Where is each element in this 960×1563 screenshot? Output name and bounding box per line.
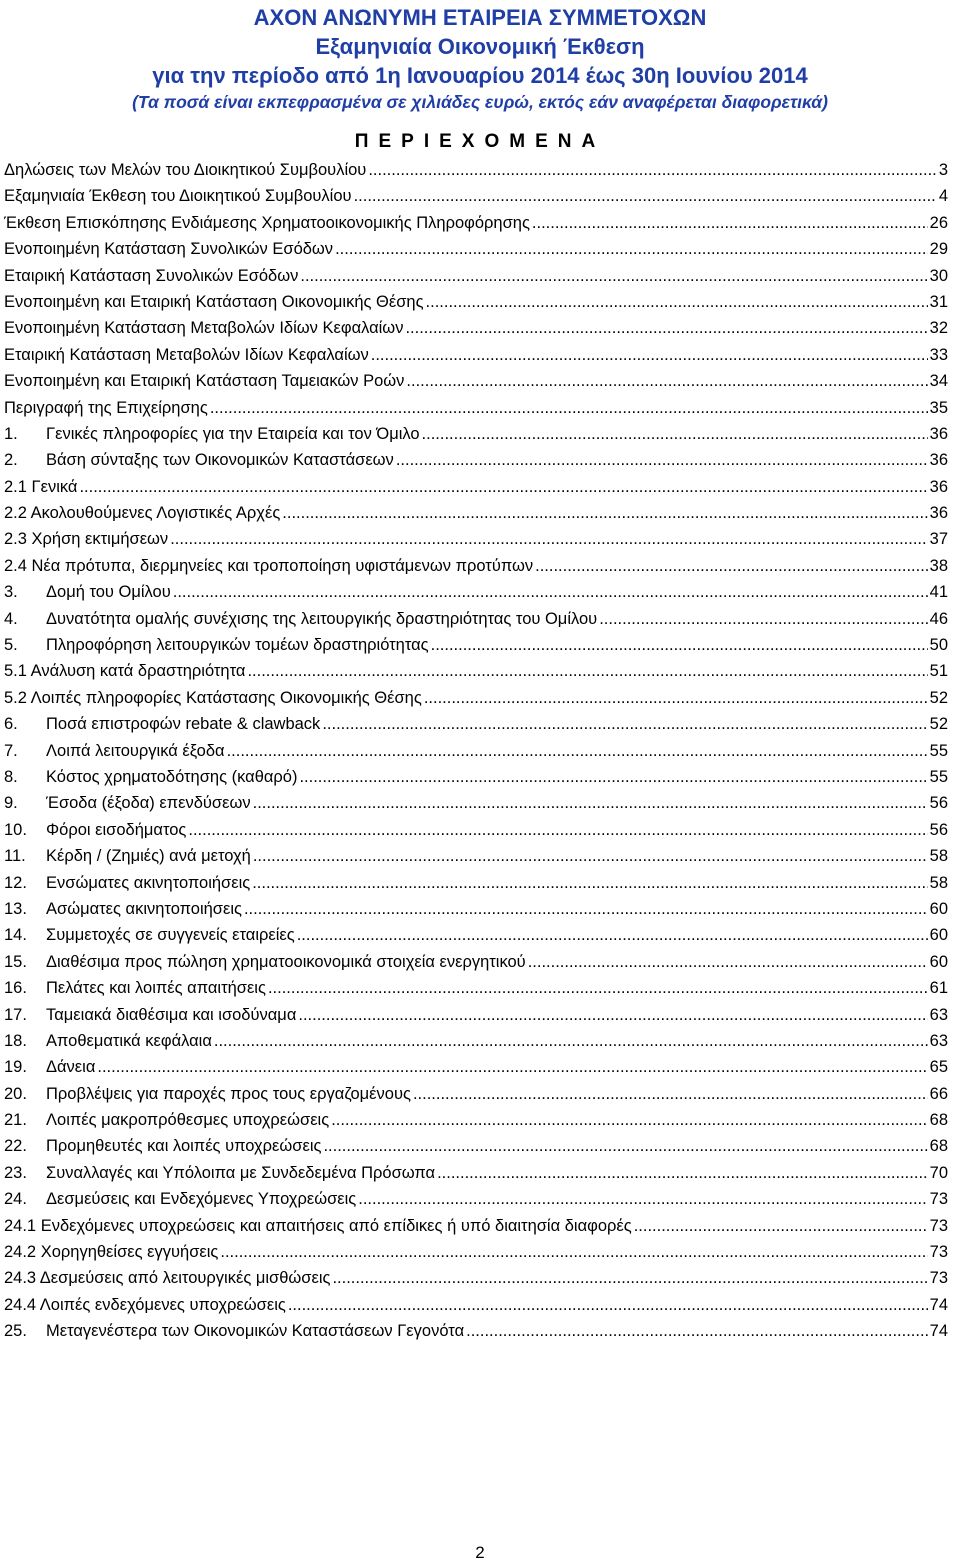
- toc-entry[interactable]: [4, 870, 948, 896]
- toc-entry[interactable]: [4, 843, 948, 869]
- toc-dot-leader: [214, 1028, 928, 1054]
- toc-dot-leader: [300, 263, 927, 289]
- toc-entry-title: 24.1 Ενδεχόμενες υποχρεώσεις και απαιτήσεις από επίδικες ή υπό διαιτησία διαφορές: [4, 1216, 632, 1235]
- toc-entry[interactable]: [4, 342, 948, 368]
- table-of-contents: [4, 157, 948, 1345]
- toc-entry-page: 68: [929, 1111, 948, 1130]
- toc-entry-number: 1.: [4, 424, 18, 443]
- toc-entry-page: 29: [929, 240, 948, 259]
- toc-entry-page: 63: [929, 1005, 948, 1024]
- toc-entry-title: Συμμετοχές σε συγγενείς εταιρείες: [46, 926, 295, 945]
- toc-entry[interactable]: [4, 606, 948, 632]
- toc-dot-leader: [79, 474, 927, 500]
- toc-entry-title: Δυνατότητα ομαλής συνέχισης της λειτουργικής δραστηριότητας του Ομίλου: [46, 609, 598, 628]
- toc-entry[interactable]: [4, 1028, 948, 1054]
- toc-entry-title: Δεσμεύσεις και Ενδεχόμενες Υποχρεώσεις: [46, 1190, 357, 1209]
- toc-entry-title: Διαθέσιμα προς πώληση χρηματοοικονομικά στοιχεία ενεργητικού: [46, 952, 526, 971]
- toc-entry-page: 35: [929, 398, 948, 417]
- toc-entry-title: Έσοδα (έξοδα) επενδύσεων: [46, 794, 251, 813]
- toc-entry-title: 2.2 Ακολουθούμενες Λογιστικές Αρχές: [4, 504, 281, 523]
- page-number: 2: [475, 1543, 485, 1562]
- toc-entry-title: Εταιρική Κατάσταση Μεταβολών Ιδίων Κεφαλαίων: [4, 345, 369, 364]
- toc-dot-leader: [97, 1054, 927, 1080]
- toc-dot-leader: [323, 1133, 927, 1159]
- toc-entry-title: Ασώματες ακινητοποιήσεις: [46, 899, 242, 918]
- toc-entry[interactable]: [4, 685, 948, 711]
- toc-entry[interactable]: [4, 764, 948, 790]
- toc-dot-leader: [634, 1213, 928, 1239]
- toc-entry-number: 14.: [4, 926, 27, 945]
- toc-dot-leader: [599, 606, 927, 632]
- toc-dot-leader: [424, 685, 928, 711]
- toc-entry-page: 56: [929, 820, 948, 839]
- toc-entry-title: Δομή του Ομίλου: [46, 583, 171, 602]
- toc-entry-number: 7.: [4, 741, 18, 760]
- toc-dot-leader: [188, 817, 927, 843]
- toc-entry-page: 31: [929, 292, 948, 311]
- toc-dot-leader: [322, 711, 927, 737]
- toc-entry-number: 8.: [4, 767, 18, 786]
- toc-dot-leader: [288, 1292, 928, 1318]
- toc-dot-leader: [247, 658, 927, 684]
- toc-entry-title: Ταμειακά διαθέσιμα και ισοδύναμα: [46, 1005, 297, 1024]
- toc-dot-leader: [426, 289, 928, 315]
- toc-entry-number: 9.: [4, 794, 18, 813]
- toc-dot-leader: [170, 526, 927, 552]
- toc-entry-title: 2.1 Γενικά: [4, 477, 78, 496]
- toc-dot-leader: [354, 183, 937, 209]
- toc-dot-leader: [466, 1318, 928, 1344]
- toc-entry[interactable]: [4, 1054, 948, 1080]
- toc-entry-title: Ενοποιημένη Κατάσταση Μεταβολών Ιδίων Κεφαλαίων: [4, 319, 404, 338]
- toc-entry-number: 5.: [4, 636, 18, 655]
- toc-entry-title: 2.3 Χρήση εκτιμήσεων: [4, 530, 169, 549]
- toc-dot-leader: [173, 579, 928, 605]
- toc-dot-leader: [528, 949, 928, 975]
- toc-entry-page: 74: [929, 1295, 948, 1314]
- toc-entry-title: Δηλώσεις των Μελών του Διοικητικού Συμβουλίου: [4, 161, 367, 179]
- toc-dot-leader: [253, 790, 928, 816]
- toc-entry[interactable]: [4, 975, 948, 1001]
- toc-entry[interactable]: [4, 1292, 948, 1318]
- company-name: ΑΧΟΝ ΑΝΩΝΥΜΗ ΕΤΑΙΡΕΙΑ ΣΥΜΜΕΤΟΧΩΝ: [253, 5, 707, 30]
- toc-entry-page: 4: [938, 187, 948, 206]
- toc-entry-title: Περιγραφή της Επιχείρησης: [4, 398, 208, 417]
- toc-entry-page: 34: [929, 372, 948, 391]
- toc-dot-leader: [244, 896, 928, 922]
- toc-entry[interactable]: [4, 1265, 948, 1291]
- toc-entry[interactable]: [4, 289, 948, 315]
- toc-entry-title: Αποθεματικά κεφάλαια: [46, 1031, 212, 1050]
- toc-entry-number: 18.: [4, 1031, 27, 1050]
- toc-entry-title: Φόροι εισοδήματος: [46, 820, 187, 839]
- toc-dot-leader: [368, 157, 937, 183]
- toc-dot-leader: [282, 500, 927, 526]
- toc-entry-title: Ενοποιημένη Κατάσταση Συνολικών Εσόδων: [4, 240, 334, 259]
- toc-entry-page: 61: [929, 979, 948, 998]
- toc-entry[interactable]: [4, 315, 948, 341]
- toc-entry-number: 20.: [4, 1084, 27, 1103]
- toc-entry-title: 24.4 Λοιπές ενδεχόμενες υποχρεώσεις: [4, 1295, 286, 1314]
- toc-entry-page: 55: [929, 767, 948, 786]
- toc-entry[interactable]: [4, 579, 948, 605]
- toc-dot-leader: [413, 1081, 928, 1107]
- toc-entry[interactable]: [4, 1213, 948, 1239]
- toc-entry-number: 15.: [4, 952, 27, 971]
- toc-entry-page: 60: [929, 899, 948, 918]
- toc-entry[interactable]: [4, 526, 948, 552]
- toc-entry-number: 23.: [4, 1163, 27, 1182]
- toc-entry[interactable]: [4, 210, 948, 236]
- toc-entry[interactable]: [4, 553, 948, 579]
- toc-title: ΠΕΡΙΕΧΟΜΕΝΑ: [354, 131, 606, 152]
- toc-entry[interactable]: [4, 922, 948, 948]
- toc-entry-page: 50: [929, 636, 948, 655]
- toc-entry-page: 58: [929, 873, 948, 892]
- toc-entry-title: 24.2 Χορηγηθείσες εγγυήσεις: [4, 1243, 219, 1262]
- toc-entry[interactable]: [4, 658, 948, 684]
- toc-entry[interactable]: [4, 236, 948, 262]
- toc-dot-leader: [298, 1002, 927, 1028]
- toc-entry-title: Μεταγενέστερα των Οικονομικών Καταστάσεων Γεγονότα: [46, 1322, 465, 1341]
- toc-entry-page: 73: [929, 1216, 948, 1235]
- toc-dot-leader: [437, 1160, 928, 1186]
- toc-entry[interactable]: [4, 790, 948, 816]
- toc-entry-title: Γενικές πληροφορίες για την Εταιρεία και τον Όμιλο: [46, 424, 420, 443]
- toc-entry-number: 25.: [4, 1322, 27, 1341]
- toc-entry-page: 58: [929, 847, 948, 866]
- report-header: [0, 3, 960, 114]
- toc-entry[interactable]: [4, 1239, 948, 1265]
- toc-dot-leader: [268, 975, 928, 1001]
- toc-entry[interactable]: [4, 1002, 948, 1028]
- toc-entry-page: 66: [929, 1084, 948, 1103]
- toc-entry-title: 24.3 Δεσμεύσεις από λειτουργικές μισθώσεις: [4, 1269, 331, 1288]
- toc-dot-leader: [332, 1265, 927, 1291]
- toc-entry-title: Λοιπά λειτουργικά έξοδα: [46, 741, 225, 760]
- toc-entry-page: 36: [929, 504, 948, 523]
- toc-entry-number: 12.: [4, 873, 27, 892]
- toc-entry[interactable]: [4, 447, 948, 473]
- toc-entry-number: 3.: [4, 583, 18, 602]
- toc-entry-title: Ενοποιημένη και Εταιρική Κατάσταση Ταμειακών Ροών: [4, 372, 405, 391]
- toc-entry-title: Προμηθευτές και λοιπές υποχρεώσεις: [46, 1137, 322, 1156]
- toc-entry[interactable]: [4, 711, 948, 737]
- toc-entry-page: 36: [929, 477, 948, 496]
- toc-entry-title: Πελάτες και λοιπές απαιτήσεις: [46, 979, 266, 998]
- toc-entry-number: 6.: [4, 715, 18, 734]
- toc-entry-number: 10.: [4, 820, 27, 839]
- toc-entry[interactable]: [4, 949, 948, 975]
- toc-entry-title: Ποσά επιστροφών rebate & clawback: [46, 715, 321, 734]
- toc-entry-page: 60: [929, 926, 948, 945]
- toc-entry-title: Κόστος χρηματοδότησης (καθαρό): [46, 767, 298, 786]
- toc-dot-leader: [371, 342, 928, 368]
- toc-dot-leader: [252, 870, 927, 896]
- toc-dot-leader: [253, 843, 928, 869]
- toc-dot-leader: [297, 922, 928, 948]
- toc-dot-leader: [535, 553, 928, 579]
- toc-entry-page: 26: [929, 213, 948, 232]
- toc-entry-number: 13.: [4, 899, 27, 918]
- toc-dot-leader: [422, 421, 928, 447]
- toc-entry-page: 38: [929, 556, 948, 575]
- toc-entry-title: Εταιρική Κατάσταση Συνολικών Εσόδων: [4, 266, 299, 285]
- toc-entry-page: 32: [929, 319, 948, 338]
- toc-entry-page: 3: [938, 161, 948, 179]
- toc-dot-leader: [406, 368, 927, 394]
- toc-entry-page: 65: [929, 1058, 948, 1077]
- toc-entry-title: Ενοποιημένη και Εταιρική Κατάσταση Οικονομικής Θέσης: [4, 292, 424, 311]
- toc-dot-leader: [220, 1239, 927, 1265]
- toc-entry-page: 41: [929, 583, 948, 602]
- toc-entry-page: 52: [929, 715, 948, 734]
- toc-entry-title: Βάση σύνταξης των Οικονομικών Καταστάσεων: [46, 451, 394, 470]
- toc-entry-number: 17.: [4, 1005, 27, 1024]
- toc-entry-page: 51: [929, 662, 948, 681]
- toc-entry-title: Εξαμηνιαία Έκθεση του Διοικητικού Συμβουλίου: [4, 187, 352, 206]
- toc-entry[interactable]: [4, 1133, 948, 1159]
- toc-entry-title: Λοιπές μακροπρόθεσμες υποχρεώσεις: [46, 1111, 330, 1130]
- toc-entry-page: 60: [929, 952, 948, 971]
- toc-entry-title: 5.2 Λοιπές πληροφορίες Κατάστασης Οικονομικής Θέσης: [4, 688, 422, 707]
- toc-entry-number: 2.: [4, 451, 18, 470]
- toc-entry-title: Προβλέψεις για παροχές προς τους εργαζομένους: [46, 1084, 411, 1103]
- toc-entry[interactable]: [4, 395, 948, 421]
- toc-dot-leader: [358, 1186, 927, 1212]
- toc-entry-page: 56: [929, 794, 948, 813]
- toc-entry-page: 70: [929, 1163, 948, 1182]
- toc-entry-page: 52: [929, 688, 948, 707]
- toc-entry[interactable]: [4, 421, 948, 447]
- toc-entry-page: 73: [929, 1269, 948, 1288]
- toc-entry-number: 16.: [4, 979, 27, 998]
- toc-entry-page: 74: [929, 1322, 948, 1341]
- toc-entry[interactable]: [4, 183, 948, 209]
- toc-entry[interactable]: [4, 1160, 948, 1186]
- toc-entry-page: 73: [929, 1190, 948, 1209]
- toc-dot-leader: [331, 1107, 927, 1133]
- toc-entry-page: 55: [929, 741, 948, 760]
- report-period: για την περίοδο από 1η Ιανουαρίου 2014 έως 30η Ιουνίου 2014: [152, 63, 808, 88]
- report-title: Εξαμηνιαία Οικονομική Έκθεση: [315, 34, 645, 59]
- toc-dot-leader: [405, 315, 927, 341]
- toc-entry-title: Πληροφόρηση λειτουργικών τομέων δραστηριότητας: [46, 636, 429, 655]
- toc-entry[interactable]: [4, 263, 948, 289]
- toc-entry[interactable]: [4, 157, 948, 183]
- toc-dot-leader: [431, 632, 928, 658]
- toc-entry[interactable]: [4, 368, 948, 394]
- toc-entry-page: 68: [929, 1137, 948, 1156]
- toc-dot-leader: [335, 236, 928, 262]
- toc-entry-number: 4.: [4, 609, 18, 628]
- toc-entry[interactable]: [4, 632, 948, 658]
- toc-entry[interactable]: [4, 896, 948, 922]
- toc-entry-page: 63: [929, 1031, 948, 1050]
- toc-entry-number: 11.: [4, 847, 26, 866]
- toc-entry[interactable]: [4, 500, 948, 526]
- toc-entry[interactable]: [4, 474, 948, 500]
- toc-entry-page: 36: [929, 451, 948, 470]
- toc-entry-title: 2.4 Νέα πρότυπα, διερμηνείες και τροποποίηση υφιστάμενων προτύπων: [4, 556, 534, 575]
- toc-entry-page: 33: [929, 345, 948, 364]
- toc-dot-leader: [210, 395, 928, 421]
- toc-entry-page: 36: [929, 424, 948, 443]
- toc-entry-number: 22.: [4, 1137, 27, 1156]
- currency-note: (Τα ποσά είναι εκπεφρασμένα σε χιλιάδες ευρώ, εκτός εάν αναφέρεται διαφορετικά): [132, 92, 828, 112]
- toc-entry-page: 30: [929, 266, 948, 285]
- toc-entry[interactable]: [4, 1186, 948, 1212]
- toc-entry-number: 21.: [4, 1111, 27, 1130]
- toc-entry[interactable]: [4, 1318, 948, 1344]
- toc-dot-leader: [396, 447, 928, 473]
- toc-dot-leader: [532, 210, 928, 236]
- toc-entry-page: 37: [929, 530, 948, 549]
- toc-entry-page: 73: [929, 1243, 948, 1262]
- toc-entry[interactable]: [4, 1107, 948, 1133]
- toc-entry[interactable]: [4, 817, 948, 843]
- toc-entry-title: Δάνεια: [46, 1058, 96, 1077]
- toc-entry[interactable]: [4, 738, 948, 764]
- toc-entry-number: 24.: [4, 1190, 27, 1209]
- toc-dot-leader: [227, 738, 928, 764]
- toc-entry[interactable]: [4, 1081, 948, 1107]
- toc-entry-title: Κέρδη / (Ζημιές) ανά μετοχή: [46, 847, 251, 866]
- toc-entry-title: 5.1 Ανάλυση κατά δραστηριότητα: [4, 662, 246, 681]
- toc-dot-leader: [299, 764, 927, 790]
- toc-entry-page: 46: [929, 609, 948, 628]
- toc-entry-number: 19.: [4, 1058, 27, 1077]
- toc-entry-title: Έκθεση Επισκόπησης Ενδιάμεσης Χρηματοοικονομικής Πληροφόρησης: [4, 213, 530, 232]
- toc-entry-title: Ενσώματες ακινητοποιήσεις: [46, 873, 251, 892]
- toc-entry-title: Συναλλαγές και Υπόλοιπα με Συνδεδεμένα Πρόσωπα: [46, 1163, 436, 1182]
